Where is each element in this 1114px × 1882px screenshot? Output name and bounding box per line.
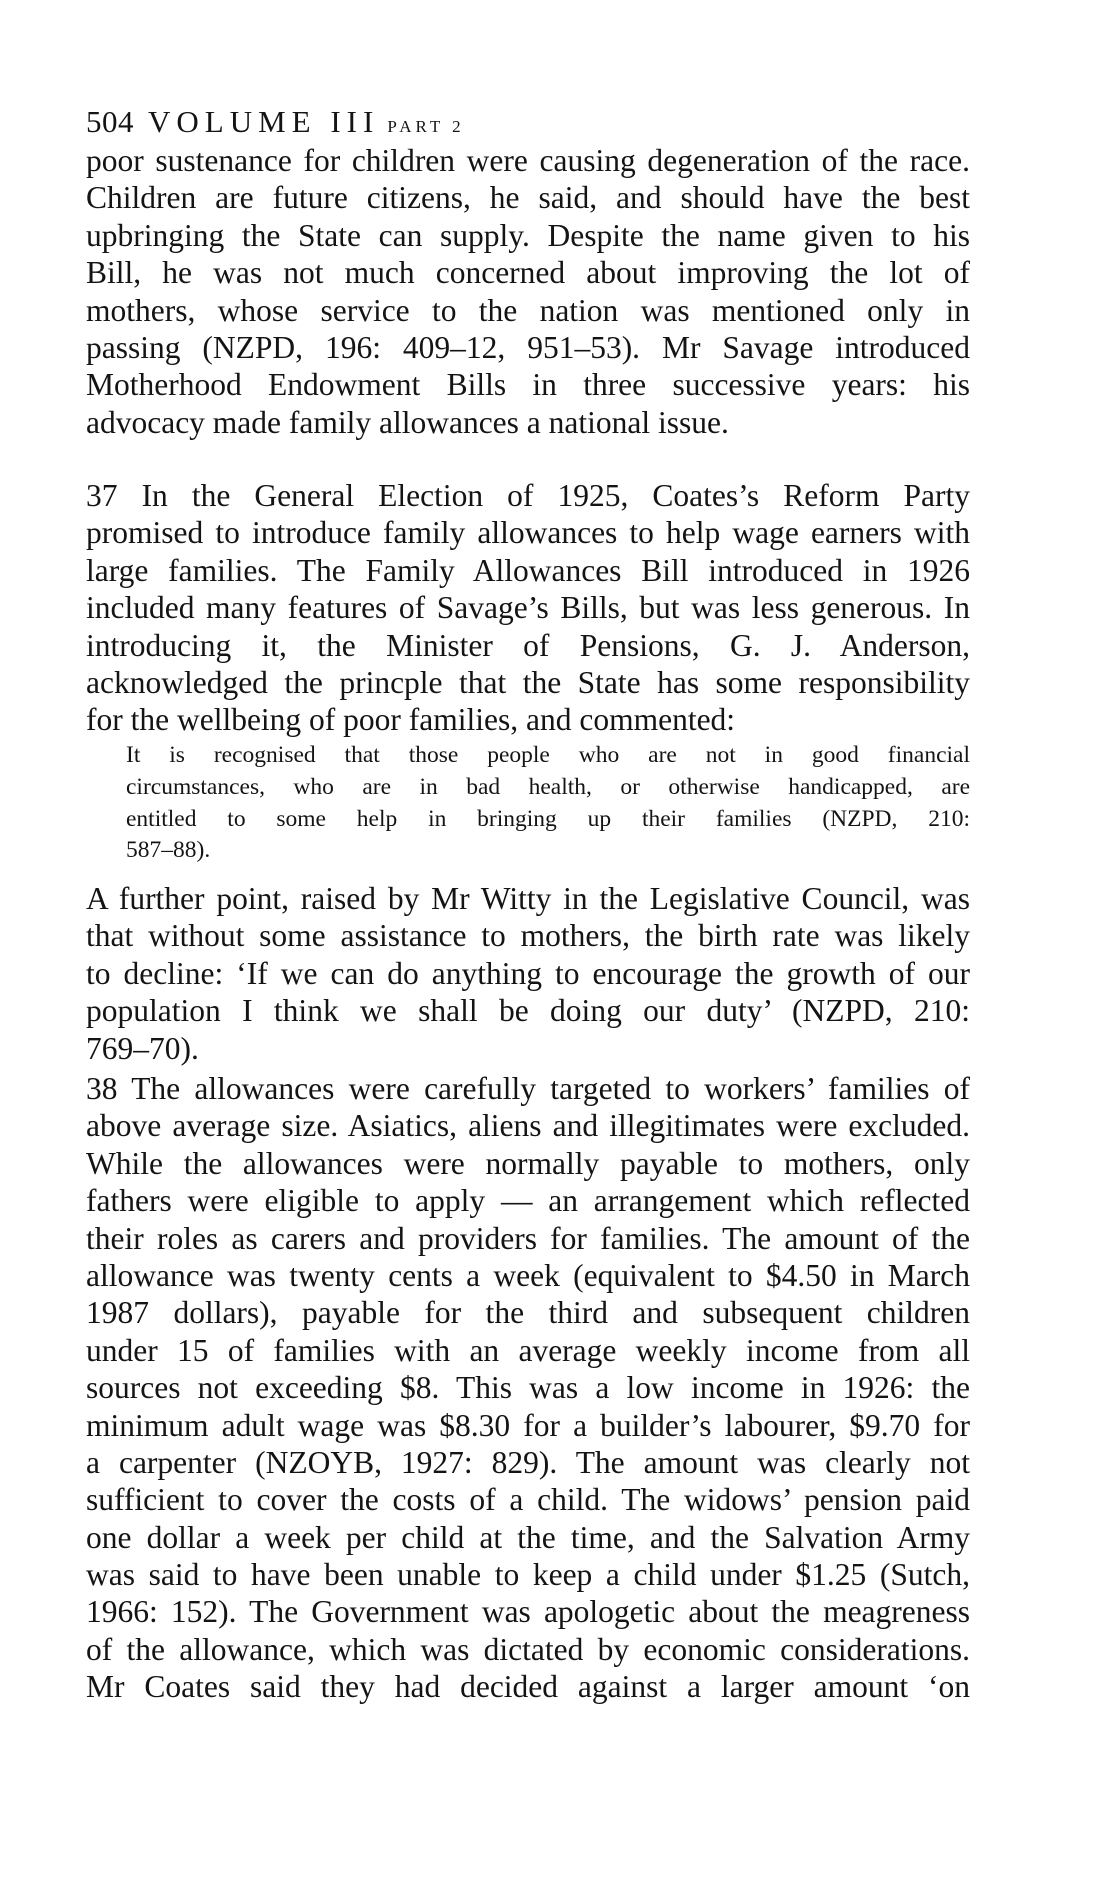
quote-line: entitled to some help in bringing up their families (NZPD, 210: <box>126 805 970 832</box>
paragraph-further-point <box>86 880 970 1067</box>
text-line: a carpenter (NZOYB, 1927: 829). The amount was clearly not <box>86 1444 970 1480</box>
text-line: included many features of Savage’s Bills, but was less generous. In <box>86 590 970 626</box>
text-line: of the allowance, which was dictated by economic considerations. <box>86 1631 970 1667</box>
text-line: 1987 dollars), payable for the third and subsequent children <box>86 1295 970 1331</box>
text-line: sufficient to cover the costs of a child. The widows’ pension paid <box>86 1482 970 1518</box>
text-line: under 15 of families with an average weekly income from all <box>86 1332 970 1368</box>
text-line: Motherhood Endowment Bills in three successive years: his <box>86 367 970 403</box>
note-37 <box>86 477 970 739</box>
text-line: A further point, raised by Mr Witty in the Legislative Council, was <box>86 881 970 916</box>
text-line: to decline: ‘If we can do anything to encourage the growth of our <box>86 955 970 991</box>
text-line: their roles as carers and providers for families. The amount of the <box>86 1220 970 1256</box>
text-line: sources not exceeding $8. This was a low income in 1926: the <box>86 1370 970 1406</box>
text-line: Bill, he was not much concerned about improving the lot of <box>86 255 970 291</box>
text-line: fathers were eligible to apply — an arrangement which reflected <box>86 1183 970 1219</box>
page-number: 504 <box>86 104 134 139</box>
text-line: acknowledged the princple that the State has some responsibility <box>86 664 970 700</box>
text-line: one dollar a week per child at the time, and the Salvation Army <box>86 1519 970 1555</box>
text-line: While the allowances were normally payable to mothers, only <box>86 1145 970 1181</box>
running-head <box>86 102 465 147</box>
text-line: 769–70). <box>86 1030 199 1066</box>
text-line: large families. The Family Allowances Bill introduced in 1926 <box>86 552 970 588</box>
text-line: 38 The allowances were carefully targeted to workers’ families of <box>86 1071 970 1106</box>
text-line: population I think we shall be doing our duty’ (NZPD, 210: <box>86 993 970 1029</box>
text-line: for the wellbeing of poor families, and commented: <box>86 702 736 738</box>
text-line: above average size. Asiatics, aliens and illegitimates were excluded. <box>86 1108 970 1144</box>
paragraph-continuation <box>86 142 970 441</box>
text-line: upbringing the State can supply. Despite the name given to his <box>86 217 970 253</box>
note-38 <box>86 1070 970 1706</box>
text-line: minimum adult wage was $8.30 for a builder’s labourer, $9.70 for <box>86 1407 970 1443</box>
text-line: promised to introduce family allowances to help wage earners with <box>86 515 970 551</box>
quote-line: It is recognised that those people who are not in good financial <box>126 742 970 768</box>
text-line: allowance was twenty cents a week (equivalent to $4.50 in March <box>86 1257 970 1293</box>
volume-label: VOLUME III <box>148 104 380 139</box>
quote-line: circumstances, who are in bad health, or otherwise handicapped, are <box>126 773 970 800</box>
text-line: Mr Coates said they had decided against a larger amount ‘on <box>86 1669 970 1705</box>
text-line: was said to have been unable to keep a child under $1.25 (Sutch, <box>86 1557 970 1593</box>
text-line: Children are future citizens, he said, and should have the best <box>86 180 970 216</box>
text-line: that without some assistance to mothers, the birth rate was likely <box>86 918 970 954</box>
text-line: poor sustenance for children were causing degeneration of the race. <box>86 143 970 178</box>
text-line: 1966: 152). The Government was apologetic about the meagreness <box>86 1594 970 1630</box>
quote-line: 587–88). <box>126 837 211 864</box>
part-label: PART 2 <box>387 117 465 136</box>
block-quote <box>126 740 970 867</box>
text-line: introducing it, the Minister of Pensions, G. J. Anderson, <box>86 627 970 663</box>
text-line: advocacy made family allowances a national issue. <box>86 404 729 440</box>
text-line: 37 In the General Election of 1925, Coates’s Reform Party <box>86 478 970 513</box>
text-line: passing (NZPD, 196: 409–12, 951–53). Mr Savage introduced <box>86 329 970 365</box>
text-line: mothers, whose service to the nation was mentioned only in <box>86 292 970 328</box>
